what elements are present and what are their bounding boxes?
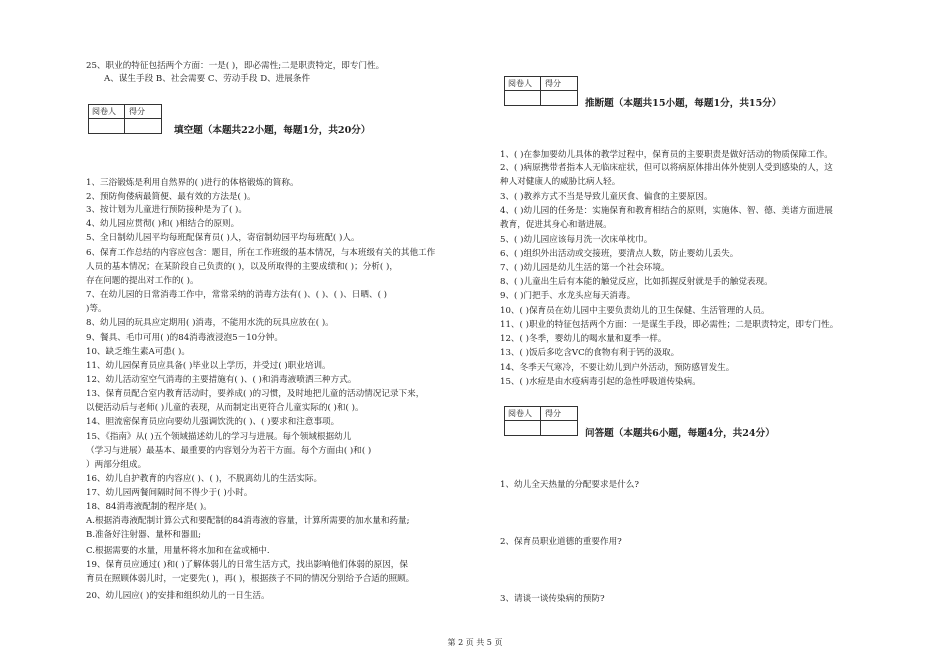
grader-label: 阅卷人 — [508, 79, 532, 88]
judge-question-line: 3、( )教养方式不当是导致儿童厌食、偏食的主要原因。 — [500, 192, 713, 202]
qa-question-3: 3、请谈一谈传染病的预防? — [500, 594, 605, 604]
judge-question-line: 14、冬季天气寒冷，不要让幼儿到户外活动，预防感冒发生。 — [500, 363, 735, 373]
fill-question-line: 11、幼儿园保育员应具备( )毕业以上学历，并受过( )职业培训。 — [86, 361, 331, 371]
qa-question-1: 1、幼儿全天热量的分配要求是什么? — [500, 480, 639, 490]
judge-question-line: 6、( )组织外出活动或交接班，要清点人数，防止婴幼儿丢失。 — [500, 249, 739, 259]
judge-question-line: 12、( )冬季，婴幼儿的喝水量和夏季一样。 — [500, 334, 667, 344]
judge-question-line: 1、( )在参加要幼儿具体的教学过程中，保育员的主要职责是做好活动的物质保障工作。 — [500, 150, 833, 160]
fill-question-line: 1、三浴锻炼是利用自然界的( )进行的体格锻炼的简称。 — [86, 178, 299, 188]
fill-question-line: 3、按计划为儿童进行预防接种是为了( )。 — [86, 205, 247, 215]
judge-question-line: 5、( )幼儿园应该每月洗一次床单枕巾。 — [500, 235, 653, 245]
judge-question-line: 13、( )饭后多吃含VC的食物有利于钙的汲取。 — [500, 348, 680, 358]
grader-label: 阅卷人 — [92, 107, 116, 116]
fill-question-line: 5、全日制幼儿园平均每班配保育员( )人，寄宿制幼园平均每班配( )人。 — [86, 233, 360, 243]
fill-question-line: 19、保育员应通过( )和( )了解体弱儿的日常生活方式，找出影响他们体弱的原因，保 — [86, 560, 408, 570]
fill-question-line: 16、幼儿自护教育的内容应( )、( )，不脱离幼儿的生活实际。 — [86, 474, 323, 484]
fill-question-line: C.根据需要的水量，用量杯将水加和在盆或桶中. — [86, 546, 270, 556]
fill-question-line: 10、缺乏维生素A可患( )。 — [86, 347, 190, 357]
grader-label: 阅卷人 — [508, 409, 532, 418]
section-title-fill: 填空题（本题共22小题，每题1分，共20分） — [174, 125, 371, 136]
judge-question-line: 种人对健康人的威胁比病人轻。 — [500, 177, 621, 187]
fill-question-line: 4、幼儿园应贯彻( )和( )相结合的原则。 — [86, 219, 240, 229]
fill-question-line: )等。 — [86, 304, 107, 314]
fill-question-line: 17、幼儿园两餐间隔时间不得少于( )小时。 — [86, 488, 253, 498]
judge-question-line: 10、( )保育员在幼儿园中主要负责幼儿的卫生保健、生活管理的人员。 — [500, 306, 770, 316]
judge-question-line: 9、( )门把手、水龙头应每天消毒。 — [500, 291, 636, 301]
fill-question-line: B.准备好注射器、量杯和器皿; — [86, 530, 202, 540]
page-footer: 第 2 页 共 5 页 — [447, 638, 503, 647]
fill-question-line: 7、在幼儿园的日常消毒工作中，常常采纳的消毒方法有( )、( )、( )、日晒、( ) — [86, 290, 388, 300]
fill-question-line: ）两部分组成。 — [86, 460, 147, 470]
judge-question-line: 7、( )幼儿园是幼儿生活的第一个社会环境。 — [500, 263, 670, 273]
fill-question-line: （学习与进展）最基本、最重要的内容划分为若干方面。每个方面由( )和( ) — [86, 446, 372, 456]
fill-question-line: 13、保育员配合室内教育活动时，要养成( )的习惯，及时地把儿童的活动情况记录下来， — [86, 389, 425, 399]
section-title-judge: 推断题（本题共15小题，每题1分，共15分） — [585, 98, 782, 109]
fill-question-line: 存在问题的提出对工作的( )。 — [86, 276, 199, 286]
question-25: 25、职业的特征包括两个方面：一是( )，即必需性;二是职责特定，即专门性。 — [86, 61, 385, 71]
fill-question-line: 18、84消毒液配制的程序是( )。 — [86, 502, 212, 512]
fill-question-line: 14、胆流密保育员应向要幼儿强调饮洗的( )、( )要求和注意事项。 — [86, 417, 340, 427]
fill-question-line: 8、幼儿园的玩具应定期用( )消毒，不能用水洗的玩具应放在( )。 — [86, 318, 334, 328]
qa-question-2: 2、保育员职业道德的重要作用? — [500, 537, 622, 547]
fill-question-line: 15、《指南》从( )五个领域描述幼儿的学习与进展。每个领域根据幼儿 — [86, 432, 352, 442]
section-title-qa: 问答题（本题共6小题，每题4分，共24分） — [585, 428, 775, 439]
judge-question-line: 教育，促进其身心和谐进展。 — [500, 220, 612, 230]
fill-question-line: 6、保育工作总结的内容应包含：题目，所在工作班级的基本情况，与本班级有关的其他工作 — [86, 248, 436, 258]
fill-question-line: 20、幼儿园应( )的安排和组织幼儿的一日生活。 — [86, 591, 270, 601]
fill-question-line: 9、餐具、毛巾可用( )的84消毒液浸泡5－10分钟。 — [86, 333, 283, 343]
judge-question-line: 8、( )儿童出生后有本能的触觉反应，比如抓握反射就是手的触觉表现。 — [500, 277, 773, 287]
score-label: 得分 — [545, 409, 561, 418]
fill-question-line: 育员在照顾体弱儿时，一定要先( )，再( )，根据孩子不同的情况分别给予合适的照顾。 — [86, 574, 415, 584]
fill-question-line: 2、预防佝偻病最简便、最有效的方法是( )。 — [86, 192, 256, 202]
question-25-options: A、谋生手段 B、社会需要 C、劳动手段 D、进展条件 — [104, 74, 311, 84]
judge-question-line: 2、( )病原携带者指本人无临床症状，但可以将病原体排出体外使别人受到感染的人，这 — [500, 163, 833, 173]
judge-question-line: 11、( )职业的特征包括两个方面：一是谋生手段，即必需性；二是职责特定，即专门性。 — [500, 320, 839, 330]
judge-question-line: 15、( )水痘是由水疫病毒引起的急性呼吸道传染病。 — [500, 377, 701, 387]
score-label: 得分 — [545, 79, 561, 88]
score-label: 得分 — [129, 107, 145, 116]
fill-question-line: 以便活动后与老师( )儿童的表现，从而制定出更符合儿童实际的( )和( )。 — [86, 403, 364, 413]
fill-question-line: A.根据消毒液配制计算公式和要配制的84消毒液的容量，计算所需要的加水量和药量; — [86, 516, 410, 526]
score-box-qa — [504, 406, 578, 436]
score-box-fill — [88, 104, 162, 134]
judge-question-line: 4、( )幼儿园的任务是：实施保育和教育相结合的原则，实施体、智、德、美诸方面进展 — [500, 206, 833, 216]
fill-question-line: 人员的基本情况；在某阶段自己负责的( )，以及所取得的主要成绩和( )；分析( )， — [86, 262, 398, 272]
score-box-judge — [504, 76, 578, 106]
fill-question-line: 12、幼儿活动室空气消毒的主要措施有( )、( )和消毒液喷洒三种方式。 — [86, 375, 357, 385]
